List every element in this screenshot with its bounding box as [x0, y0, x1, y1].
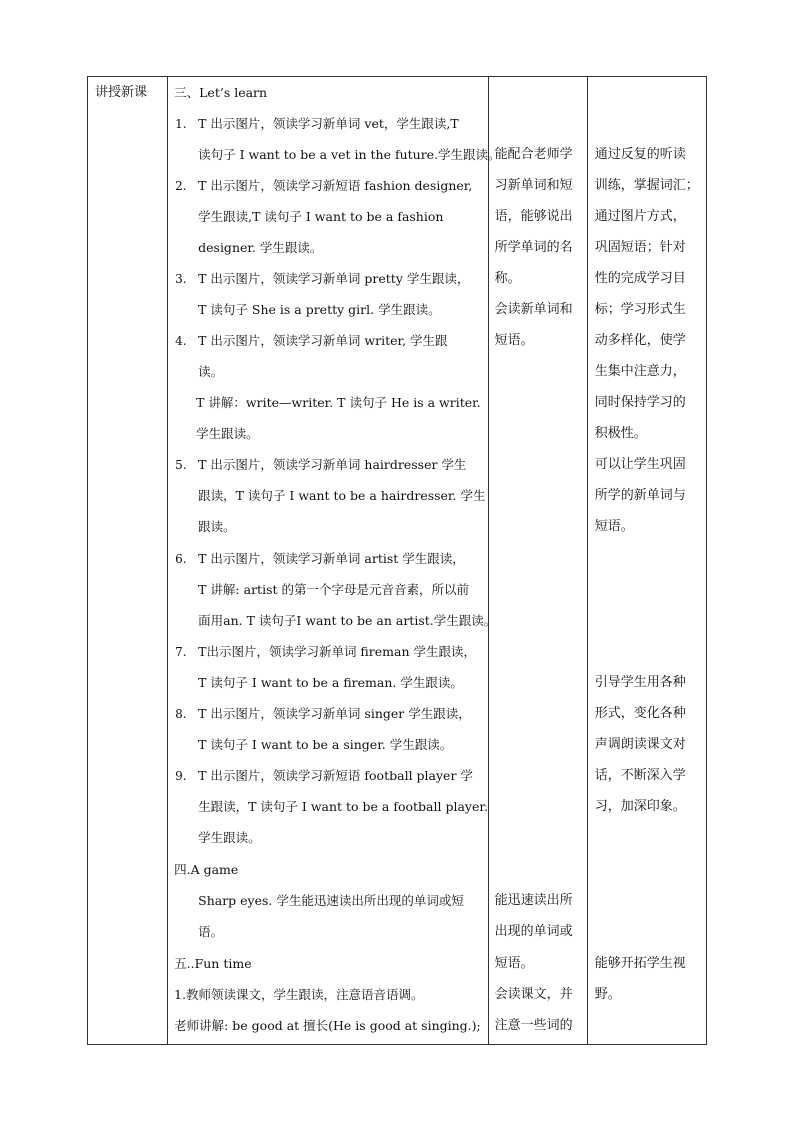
- item-text: T出示图片，领读学习新单词 fireman 学生跟读，: [198, 644, 476, 659]
- intent-text: 野。: [594, 987, 621, 1002]
- item-text: T 读句子 She is a pretty girl. 学生跟读。: [198, 302, 441, 317]
- item-number: 7.: [175, 645, 187, 659]
- item-text: T 出示图片，领读学习新单词 writer, 学生跟: [198, 333, 448, 348]
- item-text: 读。: [198, 364, 224, 379]
- item-text: 学生跟读。: [198, 830, 261, 845]
- intent-text: 积极性。: [594, 426, 647, 441]
- item-text: T 出示图片，领读学习新单词 singer 学生跟读，: [198, 706, 471, 721]
- game-text: 语。: [198, 924, 224, 939]
- intent-text: 所学的新单词与: [594, 488, 686, 503]
- intent-text: 话，不断深入学: [594, 768, 686, 783]
- section-heading-lets-learn: 三、Let’s learn: [174, 85, 268, 100]
- stage-label: 讲授新课: [95, 85, 148, 100]
- intent-text: 动多样化，使学: [594, 333, 686, 348]
- item-text: designer. 学生跟读。: [198, 240, 323, 255]
- item-text: 跟读，T 读句子 I want to be a hairdresser. 学生: [198, 488, 486, 503]
- activity-text: 注意一些词的: [494, 1018, 573, 1033]
- item-text: T 出示图片，领读学习新单词 hairdresser 学生: [198, 457, 467, 472]
- activity-text: 能迅速读出所: [494, 893, 573, 908]
- activity-text: 能配合老师学: [494, 147, 573, 162]
- item-text: T 出示图片，领读学习新单词 artist 学生跟读，: [198, 551, 465, 566]
- activity-text: 语，能够说出: [494, 209, 573, 224]
- stage-cell: [88, 77, 168, 1045]
- intent-text: 训练，掌握词汇；: [594, 178, 699, 193]
- activity-text: 称。: [494, 271, 521, 286]
- activity-text: 所学单词的名: [494, 240, 573, 255]
- item-text: 学生跟读,T 读句子 I want to be a fashion: [198, 209, 444, 224]
- item-number: 5.: [175, 458, 187, 472]
- intent-text: 引导学生用各种: [594, 675, 686, 690]
- intent-text: 标；学习形式生: [594, 302, 686, 317]
- intent-text: 性的完成学习目: [594, 271, 686, 286]
- intent-text: 通过图片方式，: [594, 209, 686, 224]
- content-cell: [168, 77, 501, 1045]
- game-text: Sharp eyes. 学生能迅速读出所出现的单词或短: [198, 893, 464, 908]
- intent-text: 声调朗读课文对: [594, 737, 686, 752]
- intent-text: 同时保持学习的: [594, 395, 686, 410]
- fun-time-text: 1.教师领读课文，学生跟读，注意语音语调。: [174, 987, 424, 1002]
- item-number: 8.: [175, 707, 187, 721]
- item-text: T 读句子 I want to be a singer. 学生跟读。: [198, 737, 453, 752]
- item-text: 生跟读，T 读句子 I want to be a football player.: [198, 799, 488, 814]
- activity-text: 短语。: [494, 956, 534, 971]
- design-intent-cell: [587, 77, 706, 1045]
- student-activity-cell: [488, 77, 587, 1045]
- lesson-plan-table: [87, 76, 707, 1045]
- intent-text: 生集中注意力，: [594, 364, 686, 379]
- item-number: 4.: [175, 334, 187, 348]
- section-heading-fun-time: 五..Fun time: [174, 956, 252, 971]
- section-heading-a-game: 四.A game: [174, 862, 239, 877]
- intent-text: 可以让学生巩固: [594, 457, 686, 472]
- intent-text: 能够开拓学生视: [594, 956, 686, 971]
- intent-text: 巩固短语；针对: [594, 240, 686, 255]
- intent-text: 通过反复的听读: [594, 147, 686, 162]
- item-number: 2.: [175, 179, 187, 193]
- item-text: 面用an. T 读句子I want to be an artist.学生跟读。: [198, 613, 497, 628]
- item-text: T 出示图片，领读学习新单词 pretty 学生跟读，: [198, 271, 470, 286]
- intent-text: 习，加深印象。: [594, 799, 686, 814]
- item-number: 1.: [175, 117, 187, 131]
- item-number: 3.: [175, 272, 187, 286]
- table-row: [88, 77, 707, 1045]
- item-text: T 出示图片，领读学习新单词 vet，学生跟读,T: [198, 116, 459, 131]
- activity-text: 会读新单词和: [494, 302, 573, 317]
- activity-text: 习新单词和短: [494, 178, 573, 193]
- activity-text: 会读课文，并: [494, 987, 573, 1002]
- item-text: T 讲解：write—writer. T 读句子 He is a writer.: [196, 395, 481, 410]
- item-text: T 读句子 I want to be a fireman. 学生跟读。: [198, 675, 463, 690]
- item-number: 6.: [175, 552, 187, 566]
- intent-text: 形式，变化各种: [594, 706, 686, 721]
- item-text: T 出示图片，领读学习新短语 fashion designer,: [198, 178, 473, 193]
- fun-time-text: 老师讲解: be good at 擅长(He is good at singing.);: [174, 1018, 481, 1033]
- intent-text: 短语。: [594, 519, 634, 534]
- item-number: 9.: [175, 769, 187, 783]
- item-text: T 出示图片，领读学习新短语 football player 学: [198, 768, 473, 783]
- item-text: 跟读。: [198, 519, 236, 534]
- activity-text: 出现的单词或: [494, 924, 573, 939]
- item-text: 学生跟读。: [196, 426, 259, 441]
- item-text: T 讲解: artist 的第一个字母是元音音素，所以前: [198, 582, 469, 597]
- item-text: 读句子 I want to be a vet in the future.学生跟读。: [198, 147, 501, 162]
- activity-text: 短语。: [494, 333, 534, 348]
